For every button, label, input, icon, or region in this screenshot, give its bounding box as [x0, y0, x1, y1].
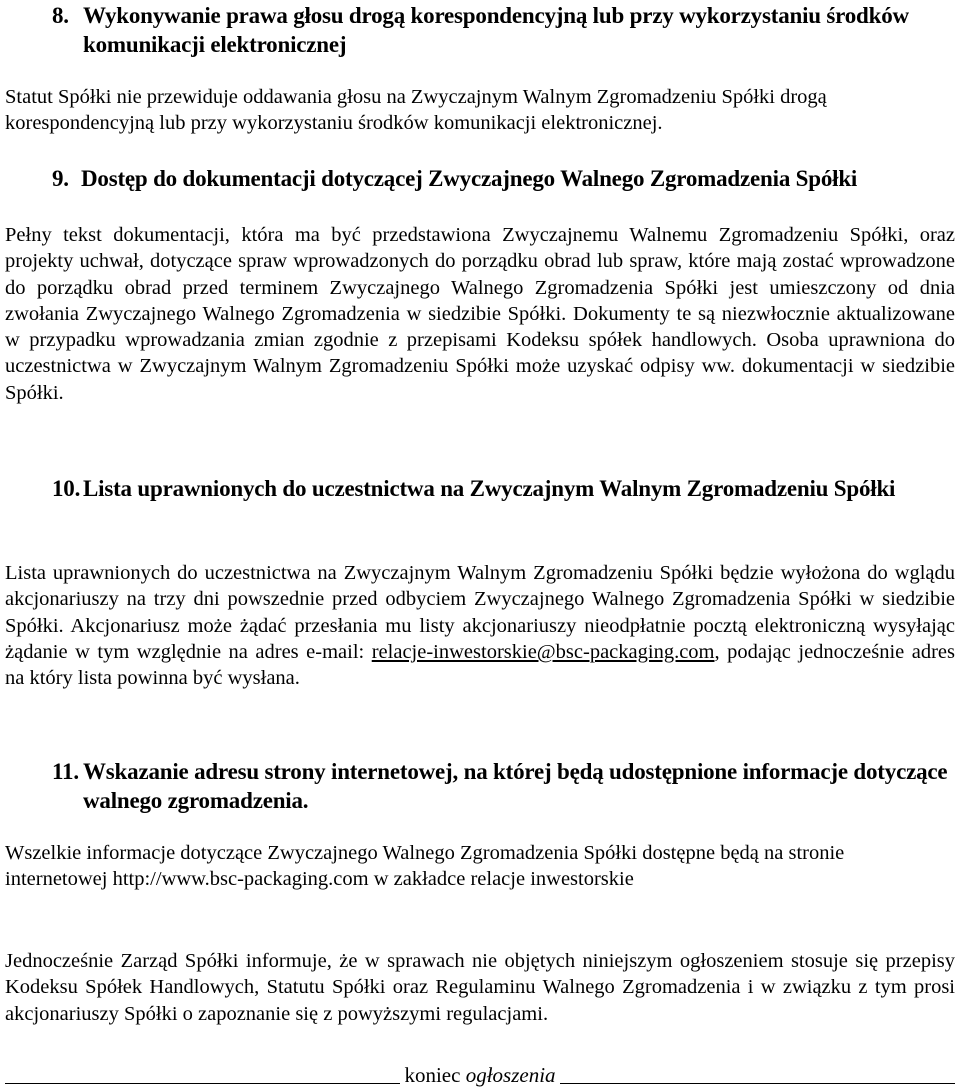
end-rule-left	[5, 1083, 400, 1084]
end-of-notice-line	[5, 1058, 955, 1088]
section-9-body: Pełny tekst dokumentacji, która ma być przedstawiona Zwyczajnemu Walnemu Zgromadzeniu Spółki, oraz projekty uchwał, dotyczące spraw wprowadzonych do porządku obrad lub spraw, które mają zostać wprowadzone do porządku obrad przed terminem Zwyczajnego Walnego Zgromadzenia Spółki jest umieszczony od dnia zwołania Zwyczajnego Walnego Zgromadzenia w siedzibie Spółki. Dokumenty te są niezwłocznie aktualizowane w przypadku wprowadzania zmian zgodnie z przepisami Kodeksu spółek handlowych. Osoba uprawniona do uczestnictwa w Zwyczajnym Walnym Zgromadzeniu Spółki może uzyskać odpisy ww. dokumentacji w siedzibie Spółki.	[5, 224, 955, 404]
section-8-heading	[52, 1, 953, 59]
section-10-number: 10.	[52, 476, 81, 501]
section-10-body	[5, 560, 955, 691]
section-10-title: Lista uprawnionych do uczestnictwa na Zwyczajnym Walnym Zgromadzeniu Spółki	[83, 476, 896, 501]
closing-paragraph: Jednocześnie Zarząd Spółki informuje, że w sprawach nie objętych niniejszym ogłoszeniem stosuje się przepisy Kodeksu Spółek Handlowych, Statutu Spółki oraz Regulaminu Walnego Zgromadzenia i w związku z tym prosi akcjonariuszy Spółki o zapoznanie się z powyższymi regulacjami.	[5, 950, 955, 1025]
email-link[interactable]: relacje-inwestorskie@bsc-packaging.com	[371, 640, 715, 663]
end-rule-right	[560, 1083, 955, 1084]
section-9-title: Dostęp do dokumentacji dotyczącej Zwyczajnego Walnego Zgromadzenia Spółki	[81, 166, 858, 191]
section-11-heading	[52, 757, 953, 815]
section-10-heading	[52, 474, 923, 503]
end-word-ogloszenia: ogłoszenia	[465, 1063, 556, 1087]
section-11-number: 11.	[52, 759, 79, 784]
section-8-number: 8.	[52, 3, 69, 28]
section-10-body-end: , podając jednocześnie adres na który lista powinna być wysłana.	[5, 640, 956, 690]
section-8-body: Statut Spółki nie przewiduje oddawania głosu na Zwyczajnym Walnym Zgromadzeniu Spółki drogą korespondencyjną lub przy wykorzystaniu środków komunikacji elektronicznej.	[5, 86, 827, 135]
section-9-number: 9.	[52, 166, 69, 191]
section-11-title: Wskazanie adresu strony internetowej, na której będą udostępnione informacje dotyczące walnego zgromadzenia.	[83, 759, 948, 813]
section-11-body: Wszelkie informacje dotyczące Zwyczajnego Walnego Zgromadzenia Spółki dostępne będą na stronie internetowej http://www.bsc-packaging.com w zakładce relacje inwestorskie	[5, 842, 845, 891]
section-9-heading	[52, 164, 960, 193]
end-word-koniec: koniec	[404, 1063, 461, 1087]
section-8-title: Wykonywanie prawa głosu drogą korespondencyjną lub przy wykorzystaniu środków komunikacji elektronicznej	[83, 3, 909, 57]
end-of-notice-text	[400, 1062, 559, 1088]
section-10-body-text: Lista uprawnionych do uczestnictwa na Zwyczajnym Walnym Zgromadzeniu Spółki będzie wyłożona do wglądu akcjonariuszy na trzy dni powszednie przed odbyciem Zwyczajnego Walnego Zgromadzenia Spółki w siedzibie Spółki. Akcjonariusz może żądać przesłania mu listy akcjonariuszy nieodpłatnie pocztą elektroniczną wysyłając żądanie w tym względnie na adres e-mail:	[5, 562, 955, 663]
